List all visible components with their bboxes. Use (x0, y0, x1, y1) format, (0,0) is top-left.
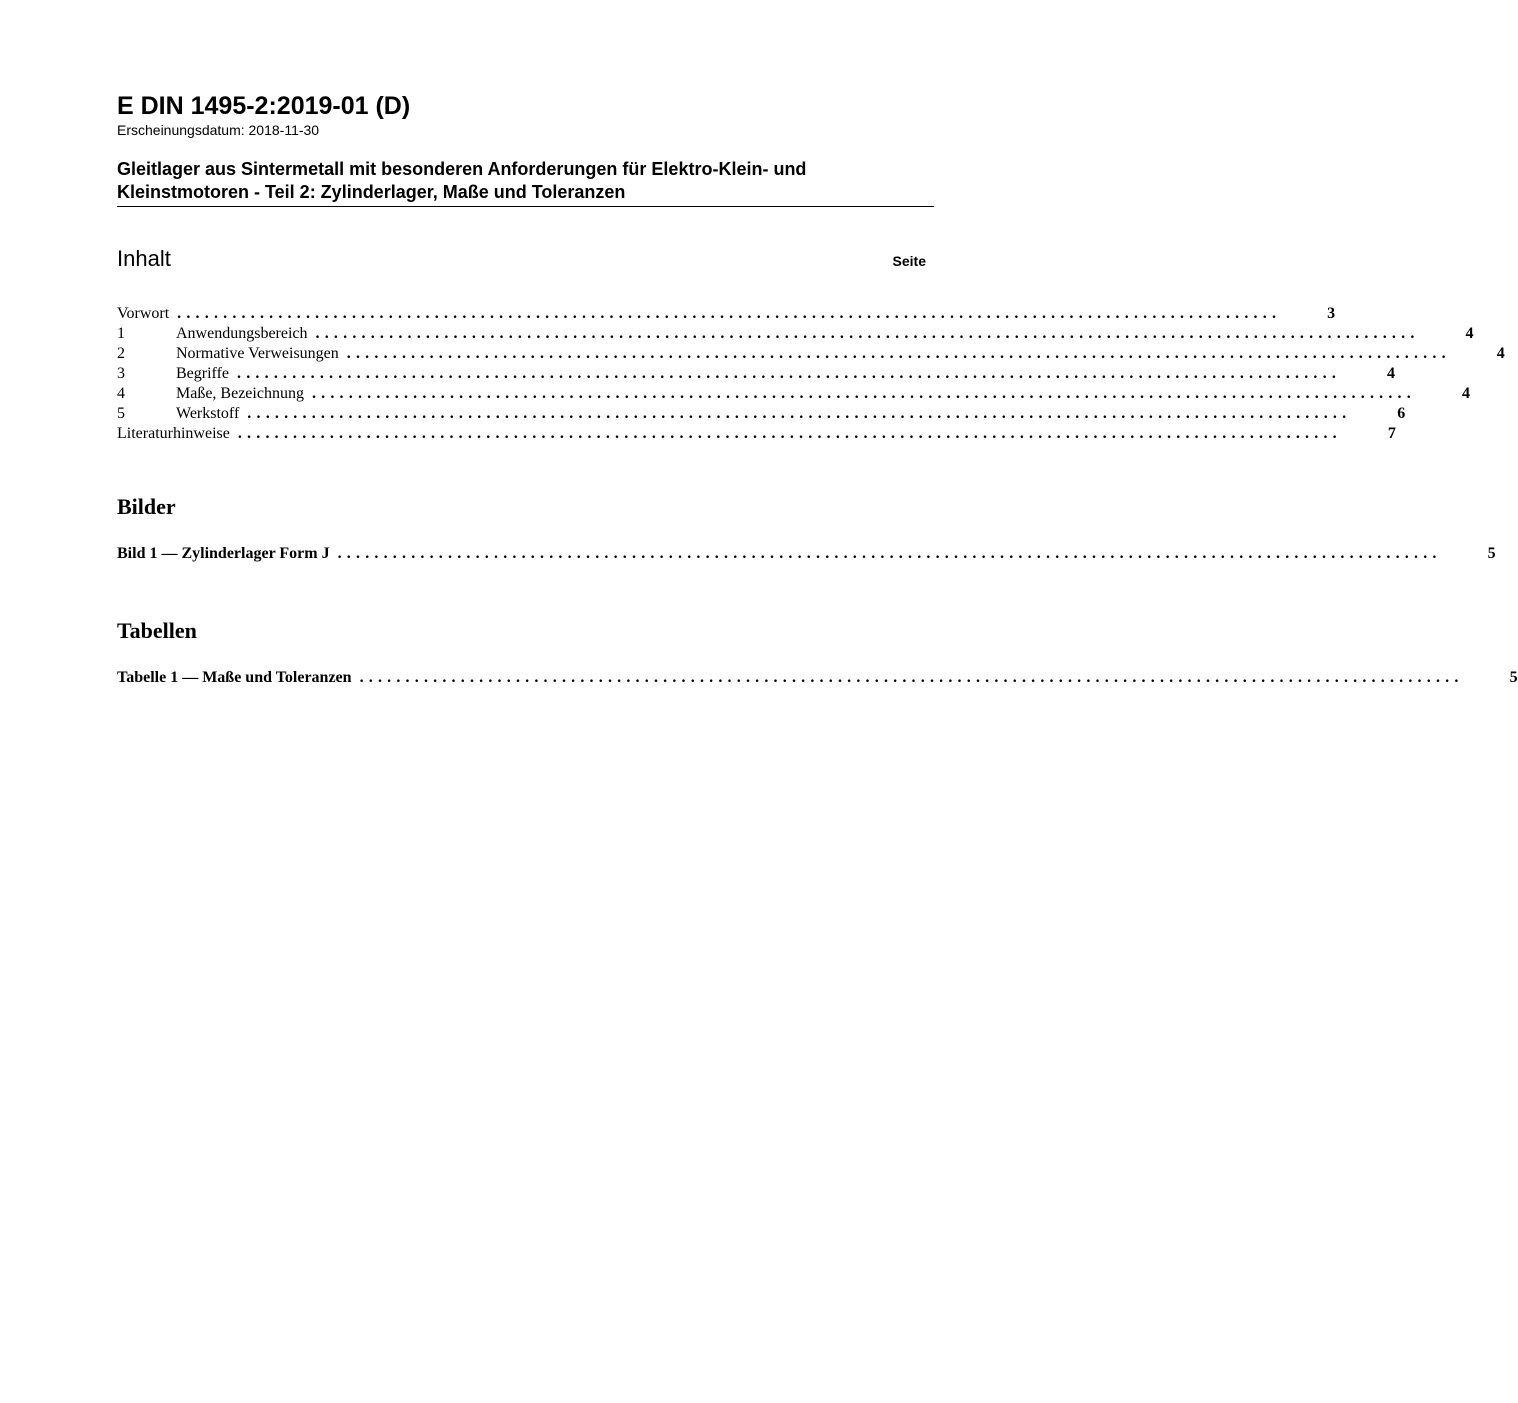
title-divider (117, 206, 934, 207)
toc-entry-number: 3 (117, 365, 125, 382)
page-column-label: Seite (892, 253, 926, 269)
figure-entry-page: 5 (1487, 545, 1496, 562)
toc-entry-page: 4 (1387, 365, 1396, 382)
toc-entry-number: 4 (117, 385, 125, 402)
toc-entry-title: Anwendungsbereich (176, 325, 308, 342)
toc-entry-masse-bezeichnung[interactable] (117, 384, 1470, 404)
toc-entry-number: 2 (117, 345, 125, 362)
figures-heading: Bilder (117, 494, 176, 519)
toc-entry-page: 6 (1397, 405, 1406, 422)
toc-entry-number: 5 (117, 405, 125, 422)
toc-leader-dots: ........................................................................................................................ (237, 425, 1342, 442)
toc-leader-dots: ........................................................................................................................ (315, 325, 1420, 342)
document-id: E DIN 1495-2:2019-01 (D) (117, 92, 411, 120)
toc-entry-begriffe[interactable] (117, 364, 1396, 384)
toc-leader-dots: ........................................................................................................................ (237, 365, 1342, 382)
table-entry-tabelle-1[interactable] (117, 668, 1518, 688)
tables-heading: Tabellen (117, 618, 197, 643)
toc-entry-page: 3 (1327, 305, 1336, 322)
table-entry-page: 5 (1509, 669, 1518, 686)
document-title (117, 158, 932, 204)
toc-entry-title: Maße, Bezeichnung (176, 385, 304, 402)
toc-leader-dots: ........................................................................................................................ (346, 345, 1451, 362)
toc-entry-title: Vorwort (117, 305, 170, 322)
toc-leader-dots: ........................................................................................................................ (247, 405, 1352, 422)
table-entry-title: Tabelle 1 — Maße und Toleranzen (117, 669, 352, 686)
toc-entry-literaturhinweise[interactable] (117, 424, 1396, 444)
toc-entry-page: 4 (1496, 345, 1505, 362)
toc-entry-number: 1 (117, 325, 125, 342)
toc-leader-dots: ........................................................................................................................ (359, 669, 1464, 686)
toc-entry-title: Werkstoff (176, 405, 240, 422)
document-title-line-2: Kleinstmotoren - Teil 2: Zylinderlager, Maße und Toleranzen (117, 182, 626, 202)
toc-entry-title: Begriffe (176, 365, 230, 382)
toc-leader-dots: ........................................................................................................................ (177, 305, 1282, 322)
contents-heading: Inhalt (117, 246, 171, 271)
toc-leader-dots: ........................................................................................................................ (337, 545, 1442, 562)
publication-date: Erscheinungsdatum: 2018-11-30 (117, 122, 320, 138)
toc-leader-dots: ........................................................................................................................ (311, 385, 1416, 402)
document-title-line-1: Gleitlager aus Sintermetall mit besonderen Anforderungen für Elektro-Klein- und (117, 159, 807, 179)
toc-entry-title: Normative Verweisungen (176, 345, 339, 362)
toc-entry-page: 7 (1387, 425, 1396, 442)
toc-entry-title: Literaturhinweise (117, 425, 230, 442)
toc-entry-werkstoff[interactable] (117, 404, 1406, 424)
figure-entry-title: Bild 1 — Zylinderlager Form J (117, 545, 330, 562)
toc-entry-anwendungsbereich[interactable] (117, 324, 1474, 344)
toc-entry-page: 4 (1461, 385, 1470, 402)
toc-entry-page: 4 (1465, 325, 1474, 342)
figure-entry-bild-1[interactable] (117, 544, 1496, 564)
toc-entry-vorwort[interactable] (117, 304, 1336, 324)
toc-entry-normative-verweisungen[interactable] (117, 344, 1505, 364)
